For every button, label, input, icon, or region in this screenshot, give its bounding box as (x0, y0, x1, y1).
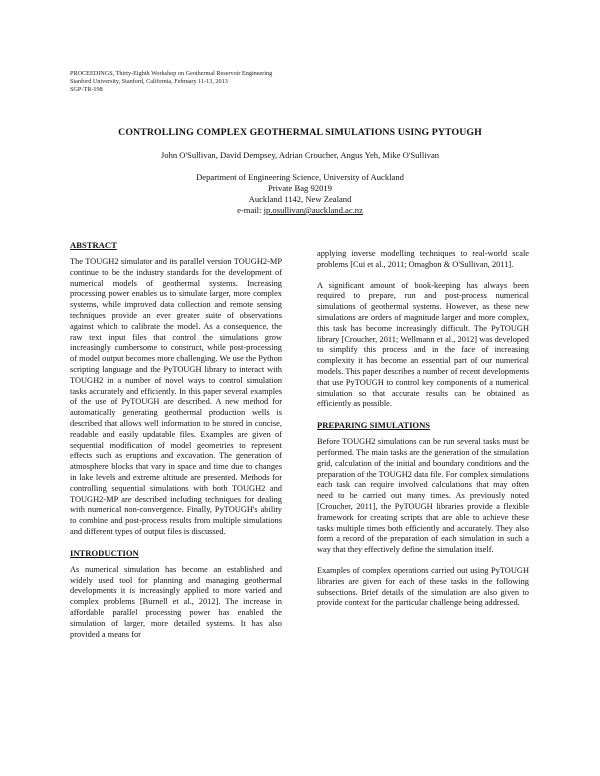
proceedings-header (70, 70, 272, 94)
affiliation-department: Department of Engineering Science, University of Auckland (196, 172, 404, 182)
proceedings-line-workshop: PROCEEDINGS, Thirty-Eighth Workshop on Geothermal Reservoir Engineering (70, 70, 273, 77)
left-column (70, 240, 282, 640)
affiliation-email-line (0, 205, 600, 216)
preparing-simulations-heading: PREPARING SIMULATIONS (317, 420, 431, 431)
affiliation-mailbox: Private Bag 92019 (268, 183, 332, 193)
abstract-text: The TOUGH2 simulator and its parallel version TOUGH2-MP continue to be the industry standards for the development of numerical models of geothermal systems. Increasing processing power enables us to simulate larger, more complex systems, while improved data collection and remote sensing techniques provide an ever greater suite of observations against which to calibrate the model. As a consequence, the raw text input files that control the simulations grow increasingly cumbersome to construct, while post-processing of model output becomes more challenging. We use the Python scripting language and the PyTOUGH library to interact with TOUGH2 in a number of novel ways to control simulation tasks accurately and efficiently. In this paper several examples of the use of PyTOUGH are described. A new method for automatically generating geothermal production wells is described that allows well information to be stored in concise, readable and easily updatable files. Examples are given of sequential modification of model geometries to represent effects such as eruptions and excavation. The generation of atmosphere blocks that vary in space and time due to changes in lake levels and extreme altitude are presented. Methods for controlling sequential simulations with both TOUGH2 and TOUGH2-MP are described including techniques for dealing with numerical non-convergence. Finally, PyTOUGH's ability to combine and post-process results from multiple simulations and different types of output files is discussed. (70, 257, 282, 536)
paper-authors: John O'Sullivan, David Dempsey, Adrian Croucher, Angus Yeh, Mike O'Sullivan (160, 150, 440, 160)
introduction-text: As numerical simulation has become an established and widely used tool for planning and managing geothermal developments it is increasingly applied to more varied and complex problems [Burnell et al., 2012]. The increase in affordable parallel processing power has enabled the simulation of larger, more detailed systems. It has also provided a means for (70, 564, 282, 639)
preparing-paragraph-1: Before TOUGH2 simulations can be run several tasks must be performed. The main tasks are the generation of the simulation grid, calculation of the initial and boundary conditions and the preparation of the TOUGH2 data file. For complex simulations each task can require involved calculations that may often need to be carried out many times. As previously noted [Croucher, 2011], the PyTOUGH libraries provide a flexible framework for creating scripts that are able to achieve these tasks multiple times both efficiently and accurately. They also form a record of the preparation of each simulation in such a way that they effectively define the simulation itself. (317, 437, 529, 555)
abstract-heading: ABSTRACT (70, 240, 117, 250)
right-column (317, 249, 529, 609)
proceedings-line-report-number: SGP-TR-198 (70, 86, 103, 93)
email-label: e-mail: (237, 205, 264, 215)
introduction-paragraph-2: A significant amount of book-keeping has always been required to prepare, run and post-process numerical simulations of geothermal systems. However, as these new simulations are orders of magnitude larger and more complex, this task has become increasingly difficult. The PyTOUGH library [Croucher, 2011; Wellmann et al., 2012] was developed to simplify this process and in the face of increasing complexity it has become an essential part of our numerical models. This paper describes a number of recent developments that use PyTOUGH to control key components of a numerical simulation so that accurate results can be obtained as efficiently as possible. (317, 280, 529, 409)
paper-title: CONTROLLING COMPLEX GEOTHERMAL SIMULATIONS USING PYTOUGH (118, 127, 482, 138)
preparing-paragraph-2: Examples of complex operations carried out using PyTOUGH libraries are given for each of these tasks in the following subsections. Brief details of the simulation are also given to provide context for the particular challenge being addressed. (317, 565, 529, 608)
introduction-heading: INTRODUCTION (70, 547, 139, 558)
affiliation-block (0, 172, 600, 216)
proceedings-line-location: Stanford University, Stanford, California, February 11-13, 2013 (70, 78, 228, 85)
email-link[interactable]: jp.osullivan@auckland.ac.nz (263, 205, 363, 215)
introduction-continued-text: applying inverse modelling techniques to real-world scale problems [Cui et al., 2011; Omagbon & O'Sullivan, 2011]. (317, 249, 529, 269)
affiliation-city: Auckland 1142, New Zealand (248, 194, 352, 204)
